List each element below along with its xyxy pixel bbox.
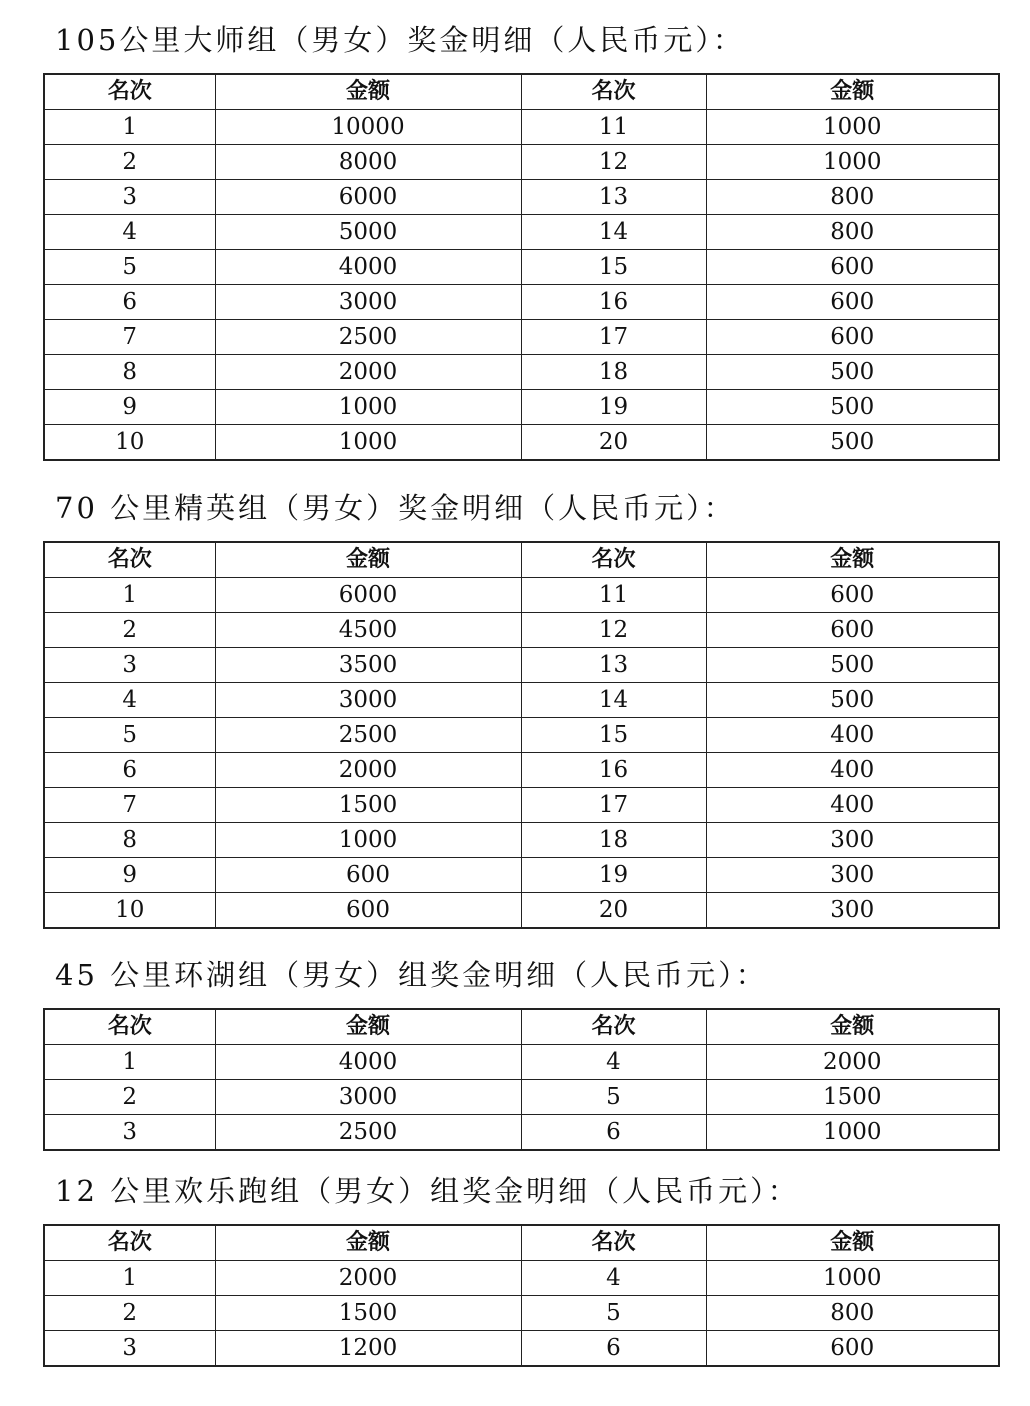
amount-cell: 600	[215, 893, 521, 929]
rank-cell: 3	[44, 648, 215, 683]
rank-cell: 3	[44, 1115, 215, 1151]
amount-cell: 5000	[215, 215, 521, 250]
amount-cell: 6000	[215, 578, 521, 613]
table-row	[44, 1331, 999, 1367]
amount-cell: 600	[215, 858, 521, 893]
amount-cell: 400	[706, 788, 999, 823]
table-row	[44, 355, 999, 390]
amount-cell: 4000	[215, 250, 521, 285]
amount-cell: 1000	[706, 1115, 999, 1151]
table-row	[44, 1080, 999, 1115]
amount-cell: 1000	[215, 390, 521, 425]
table-row	[44, 250, 999, 285]
rank-cell: 13	[521, 180, 706, 215]
table-row	[44, 718, 999, 753]
rank-header: 名次	[521, 1225, 706, 1261]
amount-cell: 400	[706, 753, 999, 788]
rank-cell: 15	[521, 250, 706, 285]
rank-cell: 4	[521, 1045, 706, 1080]
rank-cell: 19	[521, 858, 706, 893]
rank-cell: 16	[521, 285, 706, 320]
amount-cell: 1000	[215, 425, 521, 461]
rank-header: 名次	[521, 74, 706, 110]
amount-cell: 1000	[706, 145, 999, 180]
amount-cell: 3000	[215, 683, 521, 718]
amount-cell: 1500	[215, 788, 521, 823]
amount-cell: 800	[706, 1296, 999, 1331]
rank-cell: 11	[521, 578, 706, 613]
amount-cell: 600	[706, 320, 999, 355]
prize-table-45km	[43, 1008, 1000, 1151]
amount-cell: 500	[706, 683, 999, 718]
amount-cell: 500	[706, 355, 999, 390]
amount-cell: 2500	[215, 718, 521, 753]
rank-cell: 5	[44, 250, 215, 285]
table-row	[44, 648, 999, 683]
table-row	[44, 788, 999, 823]
table-row	[44, 823, 999, 858]
amount-cell: 600	[706, 285, 999, 320]
table-row	[44, 320, 999, 355]
rank-cell: 11	[521, 110, 706, 145]
rank-cell: 20	[521, 893, 706, 929]
table-row	[44, 1115, 999, 1151]
amount-cell: 3000	[215, 1080, 521, 1115]
amount-cell: 1500	[706, 1080, 999, 1115]
amount-header: 金额	[215, 542, 521, 578]
table-header-row	[44, 1225, 999, 1261]
amount-cell: 500	[706, 390, 999, 425]
rank-cell: 3	[44, 180, 215, 215]
rank-cell: 5	[521, 1080, 706, 1115]
rank-cell: 2	[44, 145, 215, 180]
table-row	[44, 858, 999, 893]
rank-cell: 1	[44, 1045, 215, 1080]
prize-table-105km	[43, 73, 1000, 461]
rank-cell: 14	[521, 215, 706, 250]
amount-cell: 300	[706, 823, 999, 858]
rank-cell: 14	[521, 683, 706, 718]
table-row	[44, 145, 999, 180]
rank-cell: 9	[44, 858, 215, 893]
rank-cell: 7	[44, 320, 215, 355]
rank-cell: 13	[521, 648, 706, 683]
table-row	[44, 1261, 999, 1296]
amount-cell: 2000	[215, 753, 521, 788]
rank-cell: 10	[44, 893, 215, 929]
amount-cell: 600	[706, 578, 999, 613]
table-header-row	[44, 1009, 999, 1045]
rank-cell: 8	[44, 355, 215, 390]
rank-cell: 18	[521, 823, 706, 858]
table-row	[44, 285, 999, 320]
amount-cell: 2000	[706, 1045, 999, 1080]
rank-cell: 1	[44, 578, 215, 613]
table-header-row	[44, 542, 999, 578]
rank-cell: 16	[521, 753, 706, 788]
rank-header: 名次	[44, 1225, 215, 1261]
rank-cell: 1	[44, 1261, 215, 1296]
rank-header: 名次	[521, 1009, 706, 1045]
rank-cell: 15	[521, 718, 706, 753]
rank-cell: 2	[44, 1080, 215, 1115]
table-row	[44, 613, 999, 648]
table-row	[44, 180, 999, 215]
section-title-12km: 12 公里欢乐跑组（男女）组奖金明细（人民币元）：	[55, 1174, 800, 1208]
amount-cell: 1200	[215, 1331, 521, 1367]
table-row	[44, 110, 999, 145]
amount-cell: 2000	[215, 1261, 521, 1296]
amount-cell: 2500	[215, 1115, 521, 1151]
table-row	[44, 390, 999, 425]
amount-cell: 1500	[215, 1296, 521, 1331]
section-title-70km: 70 公里精英组（男女）奖金明细（人民币元）：	[55, 491, 736, 525]
rank-cell: 19	[521, 390, 706, 425]
amount-cell: 300	[706, 893, 999, 929]
rank-cell: 18	[521, 355, 706, 390]
table-row	[44, 893, 999, 929]
amount-header: 金额	[706, 542, 999, 578]
rank-header: 名次	[44, 542, 215, 578]
rank-cell: 3	[44, 1331, 215, 1367]
rank-header: 名次	[44, 74, 215, 110]
table-row	[44, 425, 999, 461]
rank-cell: 17	[521, 788, 706, 823]
amount-cell: 3500	[215, 648, 521, 683]
table-header-row	[44, 74, 999, 110]
rank-cell: 12	[521, 613, 706, 648]
table-row	[44, 215, 999, 250]
rank-cell: 9	[44, 390, 215, 425]
rank-cell: 6	[521, 1331, 706, 1367]
rank-cell: 20	[521, 425, 706, 461]
amount-cell: 1000	[706, 1261, 999, 1296]
amount-header: 金额	[215, 1009, 521, 1045]
rank-cell: 17	[521, 320, 706, 355]
table-row	[44, 578, 999, 613]
amount-cell: 3000	[215, 285, 521, 320]
amount-cell: 600	[706, 1331, 999, 1367]
table-row	[44, 753, 999, 788]
rank-cell: 1	[44, 110, 215, 145]
amount-cell: 2500	[215, 320, 521, 355]
section-title-105km: 105公里大师组（男女）奖金明细（人民币元）：	[55, 23, 745, 57]
amount-header: 金额	[215, 1225, 521, 1261]
amount-cell: 8000	[215, 145, 521, 180]
rank-cell: 4	[44, 215, 215, 250]
amount-cell: 600	[706, 250, 999, 285]
rank-cell: 2	[44, 1296, 215, 1331]
amount-cell: 4000	[215, 1045, 521, 1080]
rank-cell: 4	[44, 683, 215, 718]
amount-header: 金额	[706, 1009, 999, 1045]
rank-header: 名次	[521, 542, 706, 578]
amount-cell: 500	[706, 425, 999, 461]
amount-cell: 6000	[215, 180, 521, 215]
rank-cell: 10	[44, 425, 215, 461]
amount-header: 金额	[706, 1225, 999, 1261]
rank-cell: 5	[521, 1296, 706, 1331]
section-title-45km: 45 公里环湖组（男女）组奖金明细（人民币元）：	[55, 958, 768, 992]
rank-cell: 6	[44, 753, 215, 788]
amount-cell: 2000	[215, 355, 521, 390]
amount-cell: 4500	[215, 613, 521, 648]
amount-cell: 600	[706, 613, 999, 648]
amount-cell: 800	[706, 215, 999, 250]
amount-header: 金额	[706, 74, 999, 110]
prize-table-12km	[43, 1224, 1000, 1367]
amount-header: 金额	[215, 74, 521, 110]
amount-cell: 10000	[215, 110, 521, 145]
rank-cell: 8	[44, 823, 215, 858]
amount-cell: 1000	[215, 823, 521, 858]
table-row	[44, 683, 999, 718]
rank-cell: 5	[44, 718, 215, 753]
rank-header: 名次	[44, 1009, 215, 1045]
prize-table-70km	[43, 541, 1000, 929]
rank-cell: 2	[44, 613, 215, 648]
rank-cell: 4	[521, 1261, 706, 1296]
rank-cell: 6	[521, 1115, 706, 1151]
rank-cell: 6	[44, 285, 215, 320]
amount-cell: 1000	[706, 110, 999, 145]
rank-cell: 7	[44, 788, 215, 823]
amount-cell: 500	[706, 648, 999, 683]
table-row	[44, 1296, 999, 1331]
rank-cell: 12	[521, 145, 706, 180]
amount-cell: 300	[706, 858, 999, 893]
amount-cell: 800	[706, 180, 999, 215]
amount-cell: 400	[706, 718, 999, 753]
table-row	[44, 1045, 999, 1080]
